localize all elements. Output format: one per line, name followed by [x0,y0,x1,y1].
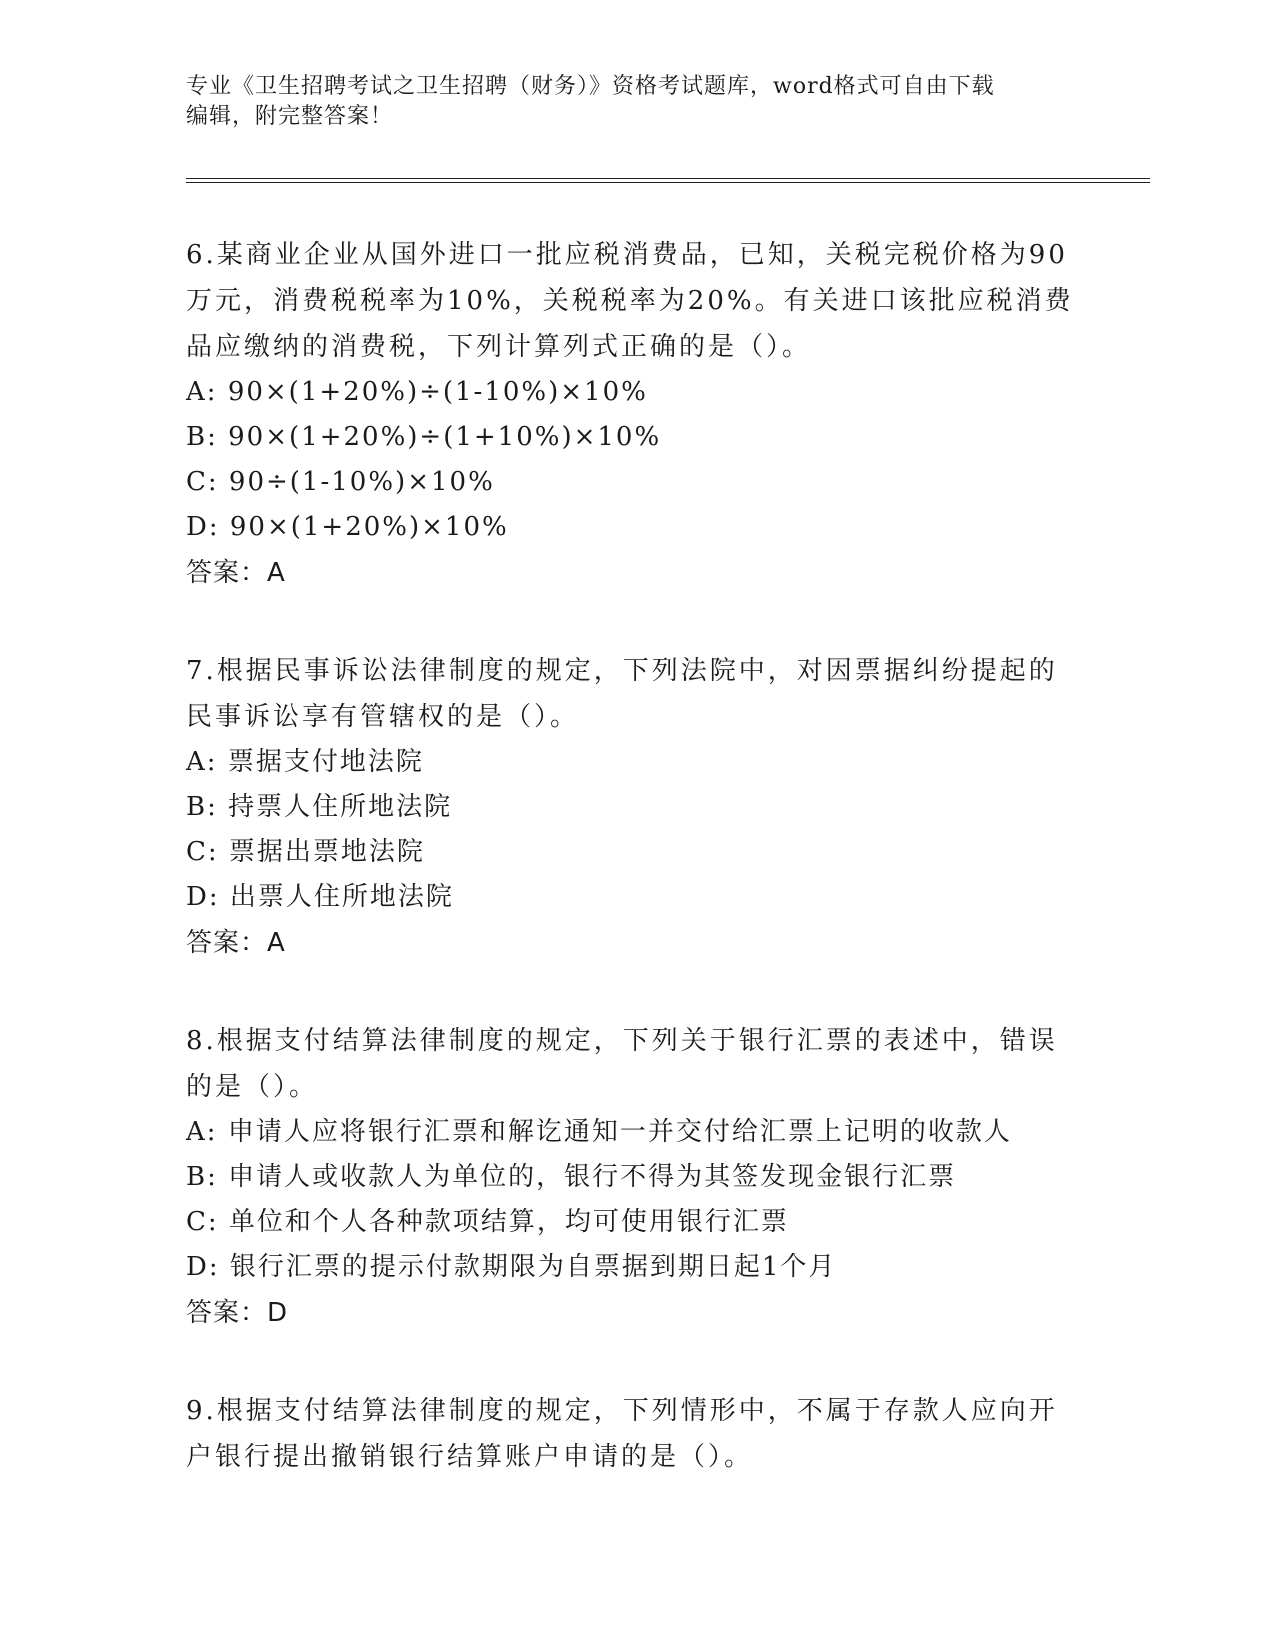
option-letter: D: [186,882,220,912]
stem-line: 6.某商业企业从国外进口一批应税消费品，已知，关税完税价格为90 [186,240,1068,270]
option-text: 出票人住所地法院 [229,882,454,912]
question-8 [186,1018,1086,1336]
option-text: 票据支付地法院 [227,747,424,777]
option-text: 申请人或收款人为单位的，银行不得为其签发现金银行汇票 [228,1162,957,1192]
option-letter: C: [186,1207,219,1237]
stem-line: 8.根据支付结算法律制度的规定，下列关于银行汇票的表述中，错误 [186,1026,1058,1056]
option-text: 90×(1+20%)÷(1+10%)×10% [228,422,662,452]
option-a [186,370,1086,415]
stem-line: 品应缴纳的消费税，下列计算列式正确的是（）。 [186,332,812,362]
option-d [186,505,1086,550]
option-b [186,415,1086,460]
option-text: 90×(1+20%)×10% [229,512,509,542]
option-letter: D: [186,1252,220,1282]
stem-line: 民事诉讼享有管辖权的是（）。 [186,702,580,732]
option-b [186,785,1086,830]
question-stem [186,1018,1086,1110]
question-stem [186,1388,1086,1480]
option-letter: C: [186,467,219,497]
option-text: 票据出票地法院 [228,837,425,867]
header-divider-bottom [186,182,1150,183]
option-a [186,1110,1086,1155]
stem-line: 户银行提出撤销银行结算账户申请的是（）。 [186,1442,754,1472]
stem-line: 9.根据支付结算法律制度的规定，下列情形中，不属于存款人应向开 [186,1396,1058,1426]
question-7 [186,648,1086,966]
option-c [186,460,1086,505]
question-9 [186,1388,1086,1480]
option-a [186,740,1086,785]
question-6 [186,232,1086,596]
answer-line: 答案：A [186,558,286,588]
answer-line: 答案：D [186,1298,289,1328]
option-letter: A: [186,747,218,777]
option-text: 持票人住所地法院 [228,792,453,822]
option-d [186,875,1086,920]
option-d [186,1245,1086,1290]
header-divider-top [186,178,1150,179]
option-letter: A: [186,1117,218,1147]
option-letter: B: [186,422,218,452]
option-letter: D: [186,512,220,542]
stem-line: 的是（）。 [186,1072,319,1102]
document-header [186,72,1086,132]
option-letter: B: [186,792,218,822]
answer-line: 答案：A [186,928,286,958]
stem-line: 万元，消费税税率为10%，关税税率为20%。有关进口该批应税消费 [186,286,1074,316]
option-text: 90÷(1-10%)×10% [228,467,495,497]
option-letter: B: [186,1162,218,1192]
option-b [186,1155,1086,1200]
question-stem [186,232,1086,370]
option-c [186,830,1086,875]
header-line-1: 专业《卫生招聘考试之卫生招聘（财务）》资格考试题库，word格式可自由下载 [186,74,995,99]
option-text: 90×(1+20%)÷(1-10%)×10% [227,377,648,407]
option-letter: A: [186,377,218,407]
header-line-2: 编辑，附完整答案！ [186,104,394,129]
option-text: 申请人应将银行汇票和解讫通知一并交付给汇票上记明的收款人 [227,1117,1012,1147]
option-text: 单位和个人各种款项结算，均可使用银行汇票 [228,1207,789,1237]
option-letter: C: [186,837,219,867]
option-text: 银行汇票的提示付款期限为自票据到期日起1个月 [229,1252,837,1282]
stem-line: 7.根据民事诉讼法律制度的规定，下列法院中，对因票据纠纷提起的 [186,656,1058,686]
question-stem [186,648,1086,740]
option-c [186,1200,1086,1245]
question-list [186,232,1086,1532]
